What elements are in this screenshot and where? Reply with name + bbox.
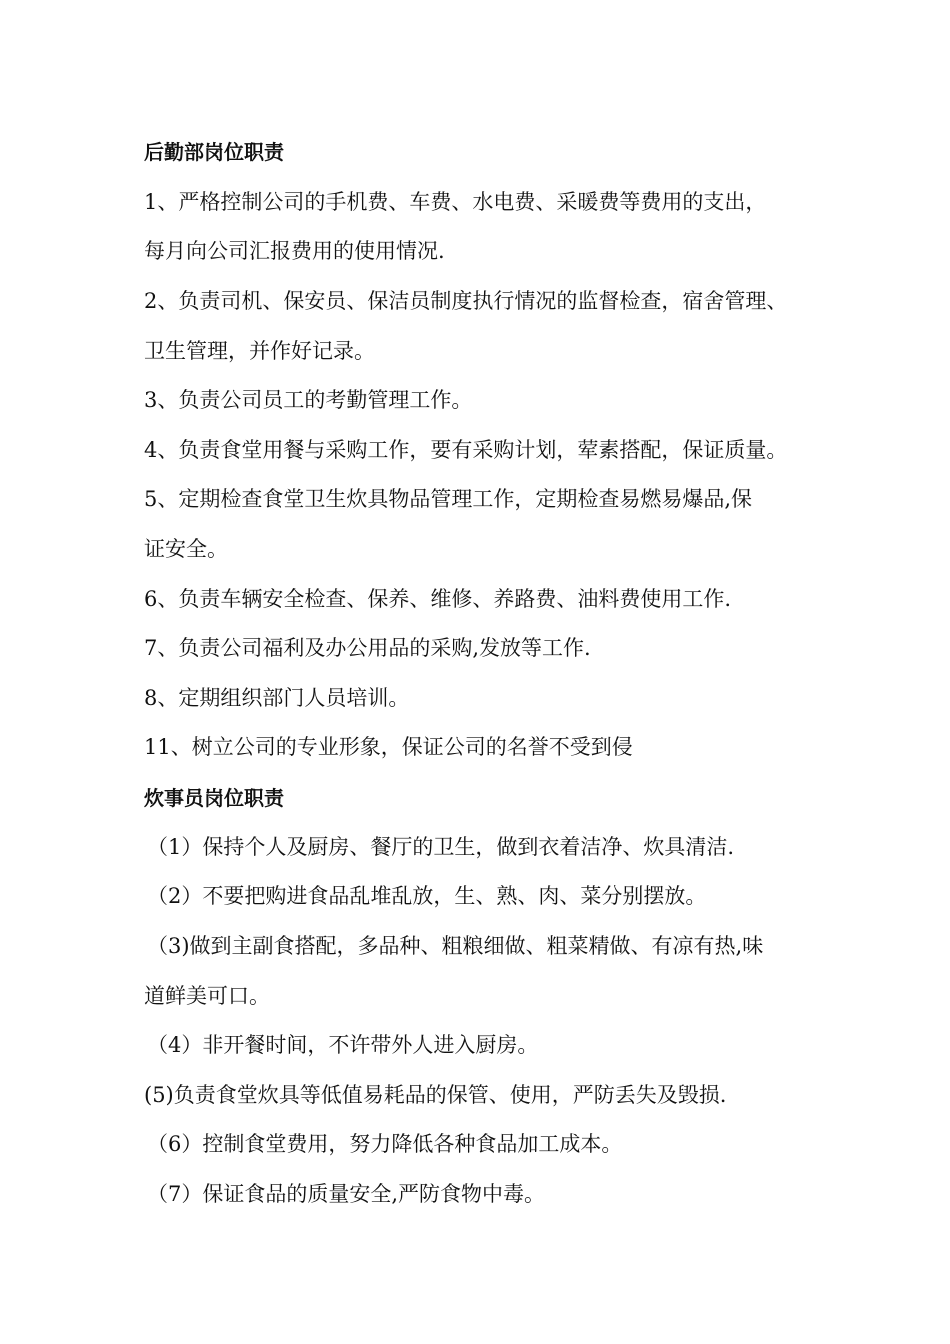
paragraph-line: （6）控制食堂费用，努力降低各种食品加工成本。 — [147, 1132, 623, 1156]
paragraph-line: 1、严格控制公司的手机费、车费、水电费、采暖费等费用的支出， — [144, 190, 767, 214]
paragraph-line: （4）非开餐时间，不许带外人进入厨房。 — [147, 1033, 539, 1057]
section-title-cook: 炊事员岗位职责 — [144, 786, 284, 810]
paragraph-line: 7、负责公司福利及办公用品的采购,发放等工作. — [144, 636, 591, 660]
paragraph-line: 6、负责车辆安全检查、保养、维修、养路费、油料费使用工作. — [144, 587, 732, 611]
paragraph-line: 证安全。 — [144, 537, 228, 561]
paragraph-line: 8、定期组织部门人员培训。 — [144, 686, 410, 710]
section-title-logistics: 后勤部岗位职责 — [144, 140, 284, 164]
paragraph-line: （2）不要把购进食品乱堆乱放，生、熟、肉、菜分别摆放。 — [147, 884, 707, 908]
paragraph-line: 2、负责司机、保安员、保洁员制度执行情况的监督检查，宿舍管理、 — [144, 289, 788, 313]
paragraph-line: 道鲜美可口。 — [144, 984, 270, 1008]
paragraph-line: (5)负责食堂炊具等低值易耗品的保管、使用，严防丢失及毁损. — [144, 1083, 727, 1107]
paragraph-line: （1）保持个人及厨房、餐厅的卫生，做到衣着洁净、炊具清洁. — [147, 835, 735, 859]
paragraph-line: 11、树立公司的专业形象，保证公司的名誉不受到侵 — [144, 735, 633, 759]
paragraph-line: 3、负责公司员工的考勤管理工作。 — [144, 388, 473, 412]
paragraph-line: 卫生管理，并作好记录。 — [144, 339, 375, 363]
paragraph-line: （7）保证食品的质量安全,严防食物中毒。 — [147, 1182, 546, 1206]
paragraph-line: 5、定期检查食堂卫生炊具物品管理工作，定期检查易燃易爆品,保 — [144, 487, 753, 511]
paragraph-line: （3)做到主副食搭配，多品种、粗粮细做、粗菜精做、有凉有热,味 — [147, 934, 764, 958]
paragraph-line: 每月向公司汇报费用的使用情况. — [144, 239, 445, 263]
paragraph-line: 4、负责食堂用餐与采购工作，要有采购计划，荤素搭配，保证质量。 — [144, 438, 788, 462]
